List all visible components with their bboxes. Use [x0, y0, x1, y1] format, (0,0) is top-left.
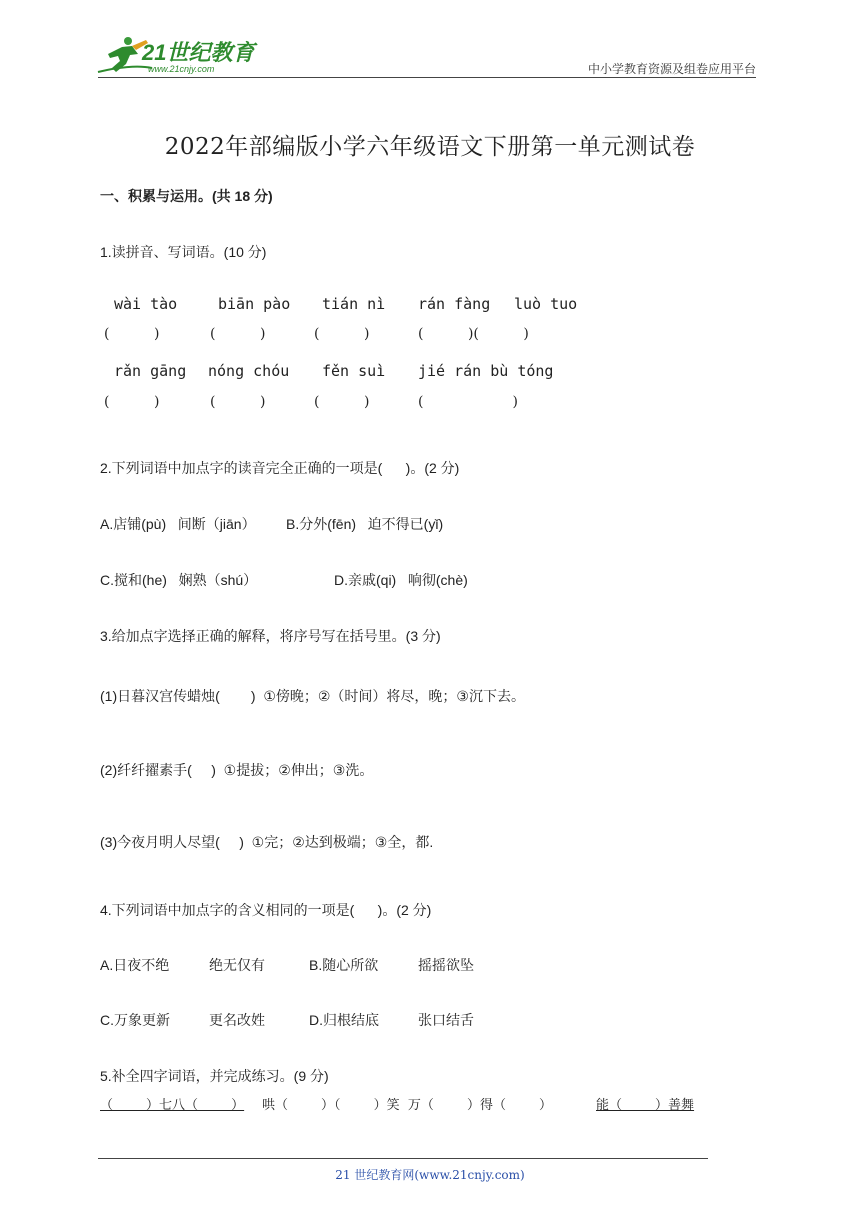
- idiom-blank-1[interactable]: （ ）七八（ ）: [100, 1098, 245, 1113]
- footer-divider: [98, 1158, 708, 1159]
- q4-option-d: D.归根结底: [309, 1012, 379, 1028]
- q2-option-c: C.搅和(he) 娴熟（shú）: [100, 572, 258, 588]
- logo-url: www.21cnjy.com: [148, 64, 215, 74]
- q2-option-a: A.店铺(pù) 间断（jiān）: [100, 516, 256, 532]
- footer-text: 21 世纪教育网(www.21cnjy.com): [335, 1168, 525, 1182]
- answer-blank[interactable]: ( ): [104, 326, 160, 342]
- answer-blank[interactable]: ( ): [104, 394, 160, 410]
- q3-prompt: 3.给加点字选择正确的解释，将序号写在括号里。(3 分): [100, 628, 441, 644]
- platform-label: 中小学教育资源及组卷应用平台: [587, 62, 756, 76]
- section-heading: 一、积累与运用。(共 18 分): [100, 188, 273, 204]
- answer-blank[interactable]: ( ): [314, 326, 370, 342]
- pinyin-item: rán fàng: [418, 295, 491, 313]
- q3-item-2: (2)纤纤擢素手( ) ①提拔；②伸出；③洗。: [100, 762, 374, 778]
- pinyin-item: fěn suì: [322, 362, 386, 380]
- answer-blank[interactable]: ( ): [210, 326, 266, 342]
- idiom-blank-2[interactable]: 哄（ ）（ ）笑 万（ ）得（ ）: [262, 1098, 552, 1113]
- q4-option-c: C.万象更新: [100, 1012, 170, 1028]
- q4-option-b-pair: 摇摇欲坠: [418, 957, 474, 973]
- q4-option-a-pair: 绝无仅有: [209, 957, 265, 973]
- q2-prompt: 2.下列词语中加点字的读音完全正确的一项是( )。(2 分): [100, 460, 460, 476]
- idiom-blank-3[interactable]: 能（ ）善舞: [596, 1098, 695, 1113]
- q4-option-c-pair: 更名改姓: [209, 1012, 265, 1028]
- pinyin-item: luò tuo: [514, 295, 578, 313]
- answer-blank[interactable]: ( ): [210, 394, 266, 410]
- q3-item-3: (3)今夜月明人尽望( ) ①完；②达到极端；③全，都.: [100, 834, 434, 850]
- answer-blank[interactable]: ( ): [314, 394, 370, 410]
- q2-option-b: B.分外(fēn) 迫不得已(yǐ): [286, 516, 444, 532]
- site-logo: [92, 34, 262, 78]
- q4-option-b: B.随心所欲: [309, 957, 379, 973]
- q2-option-d: D.亲戚(qi) 响彻(chè): [334, 572, 468, 588]
- q4-prompt: 4.下列词语中加点字的含义相同的一项是( )。(2 分): [100, 902, 432, 918]
- header-divider: [98, 77, 756, 78]
- pinyin-item: biān pào: [218, 295, 291, 313]
- q3-item-1: (1)日暮汉宫传蜡烛( ) ①傍晚；②（时间）将尽，晚；③沉下去。: [100, 688, 525, 704]
- page-title: 2022年部编版小学六年级语文下册第一单元测试卷: [164, 134, 696, 160]
- q4-option-a: A.日夜不绝: [100, 957, 170, 973]
- q5-prompt: 5.补全四字词语，并完成练习。(9 分): [100, 1068, 329, 1084]
- pinyin-item: wài tào: [114, 295, 178, 313]
- answer-blank[interactable]: ( )( ): [418, 326, 529, 342]
- logo-text: 21世纪教育: [142, 40, 255, 65]
- pinyin-item: nóng chóu: [208, 362, 290, 380]
- answer-blank[interactable]: ( ): [418, 394, 518, 410]
- pinyin-item: rǎn gāng: [114, 362, 187, 380]
- q1-prompt: 1.读拼音、写词语。(10 分): [100, 244, 267, 260]
- q4-option-d-pair: 张口结舌: [418, 1012, 474, 1028]
- pinyin-item: tián nì: [322, 295, 386, 313]
- pinyin-item: jié rán bù tóng: [418, 362, 554, 380]
